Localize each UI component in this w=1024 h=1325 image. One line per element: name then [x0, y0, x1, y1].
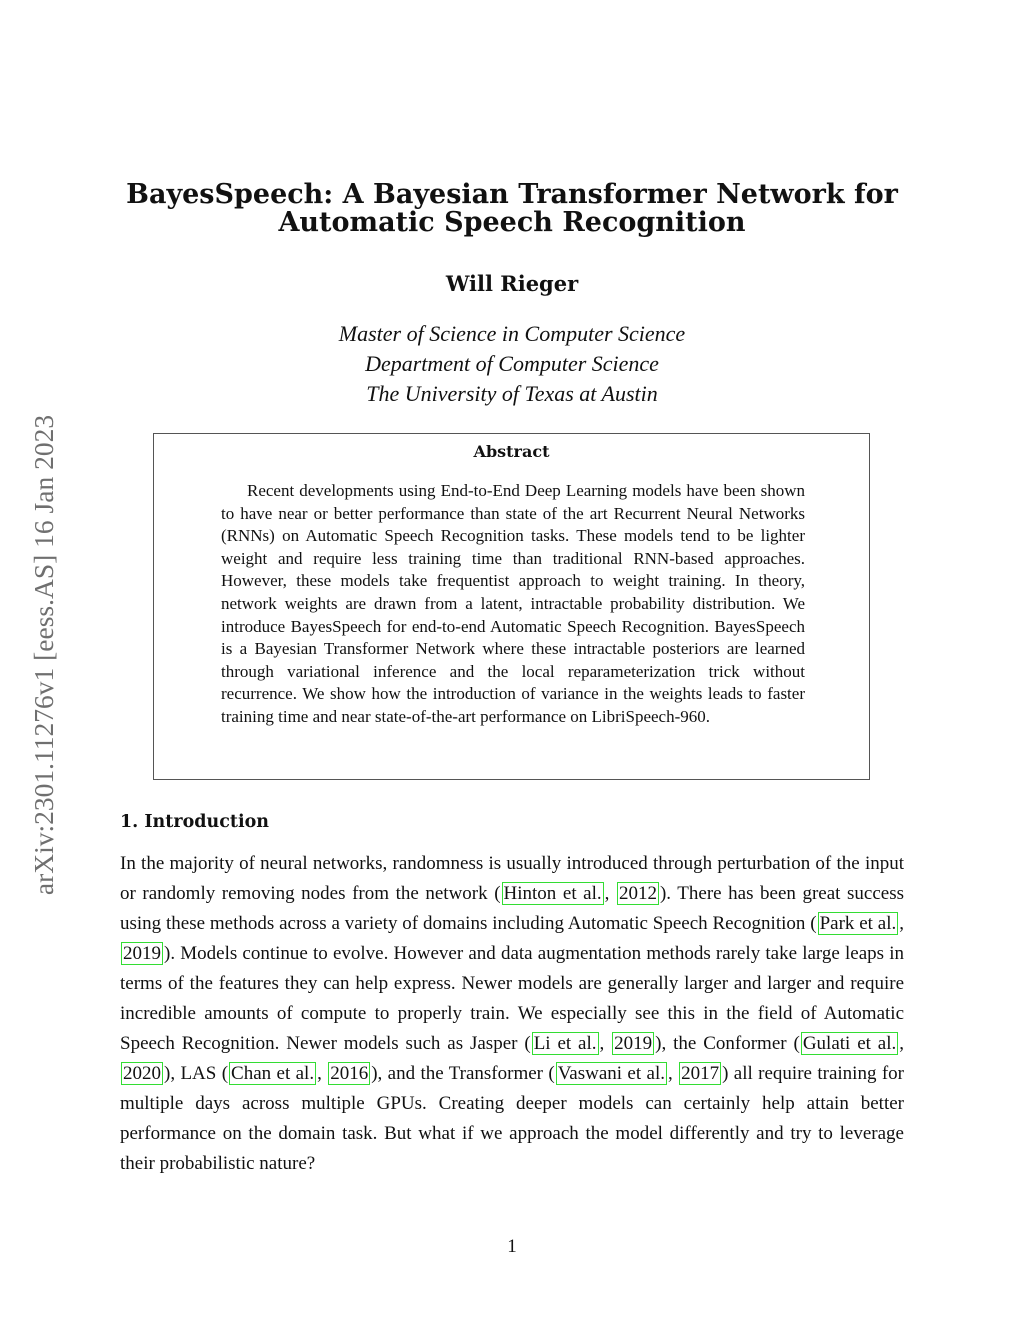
citation-hinton-year[interactable]: 2012: [618, 883, 657, 904]
citation-vaswani-year[interactable]: 2017: [681, 1063, 720, 1084]
intro-text-1: In the majority of neural networks, randomness is usually introduced through perturbation of the input or randomly removing nodes from the network (: [120, 853, 904, 904]
citation-separator: ,: [667, 1063, 679, 1084]
intro-text-2: ). There has been great success using these methods across a variety of domains including Automatic Speech Recognition (: [120, 883, 905, 934]
citation-gulati-author[interactable]: Gulati et al.: [802, 1033, 897, 1054]
citation-separator: ,: [899, 913, 904, 934]
paper-title-line-2: Automatic Speech Recognition: [278, 207, 746, 238]
citation-separator: ,: [317, 1063, 328, 1084]
citation-hinton-author[interactable]: Hinton et al.: [503, 883, 602, 904]
citation-li-year[interactable]: 2019: [614, 1033, 653, 1054]
intro-text-4: ), the Conformer (: [655, 1033, 800, 1054]
citation-separator: ,: [899, 1033, 905, 1054]
paper-title-line-1: BayesSpeech: A Bayesian Transformer Network for: [126, 179, 898, 210]
author-name: Will Rieger: [445, 271, 579, 296]
arxiv-identifier: arXiv:2301.11276v1 [eess.AS] 16 Jan 2023: [28, 414, 59, 896]
citation-chan-year[interactable]: 2016: [330, 1063, 369, 1084]
citation-park-author[interactable]: Park et al.: [819, 913, 897, 934]
abstract-heading: Abstract: [473, 442, 550, 461]
citation-separator: ,: [604, 883, 616, 904]
page-number: 1: [507, 1236, 517, 1257]
citation-chan-author[interactable]: Chan et al.: [231, 1063, 315, 1084]
intro-text-7: ) all require training for multiple days across multiple GPUs. Creating deeper models can certainly help attain better performance on the domain task. But what if we approach the model differently and try to leverage their probabilistic nature?: [120, 1063, 904, 1174]
abstract-box: [153, 433, 870, 780]
citation-vaswani-author[interactable]: Vaswani et al.: [557, 1063, 665, 1084]
citation-gulati-year[interactable]: 2020: [123, 1063, 161, 1084]
affiliation-university: The University of Texas at Austin: [366, 381, 658, 406]
affiliation-block: [120, 319, 904, 409]
paper-title: [120, 181, 904, 237]
affiliation-department: Department of Computer Science: [365, 351, 659, 376]
introduction-paragraph: [120, 849, 904, 1179]
citation-park-year[interactable]: 2019: [123, 943, 161, 964]
intro-text-3: ). Models continue to evolve. However and data augmentation methods rarely take large leaps in terms of the features they can help express. Newer models are generally larger and larger and require incredible amounts of compute to properly train. We especially see this in the field of Automatic Speech Recognition. Newer models such as Jasper (: [120, 943, 904, 1054]
intro-text-5: ), LAS (: [164, 1063, 229, 1084]
affiliation-degree: Master of Science in Computer Science: [338, 321, 686, 346]
intro-text-6: ), and the Transformer (: [371, 1063, 555, 1084]
citation-separator: ,: [599, 1033, 612, 1054]
abstract-text: Recent developments using End-to-End Deep Learning models have been shown to have near or better performance than state of the art Recurrent Neural Networks (RNNs) on Automatic Speech Recognition tasks. These models tend to be lighter weight and require less training time than traditional RNN-based approaches. However, these models take frequentist approach to weight training. In theory, network weights are drawn from a latent, intractable probability distribution. We introduce BayesSpeech for end-to-end Automatic Speech Recognition. BayesSpeech is a Bayesian Transformer Network where these intractable posteriors are learned through variational inference and the local reparameterization trick without recurrence. We show how the introduction of variance in the weights leads to faster training time and near state-of-the-art performance on LibriSpeech-960.: [221, 481, 805, 726]
citation-li-author[interactable]: Li et al.: [533, 1033, 597, 1054]
section-heading-introduction: 1. Introduction: [120, 812, 269, 832]
